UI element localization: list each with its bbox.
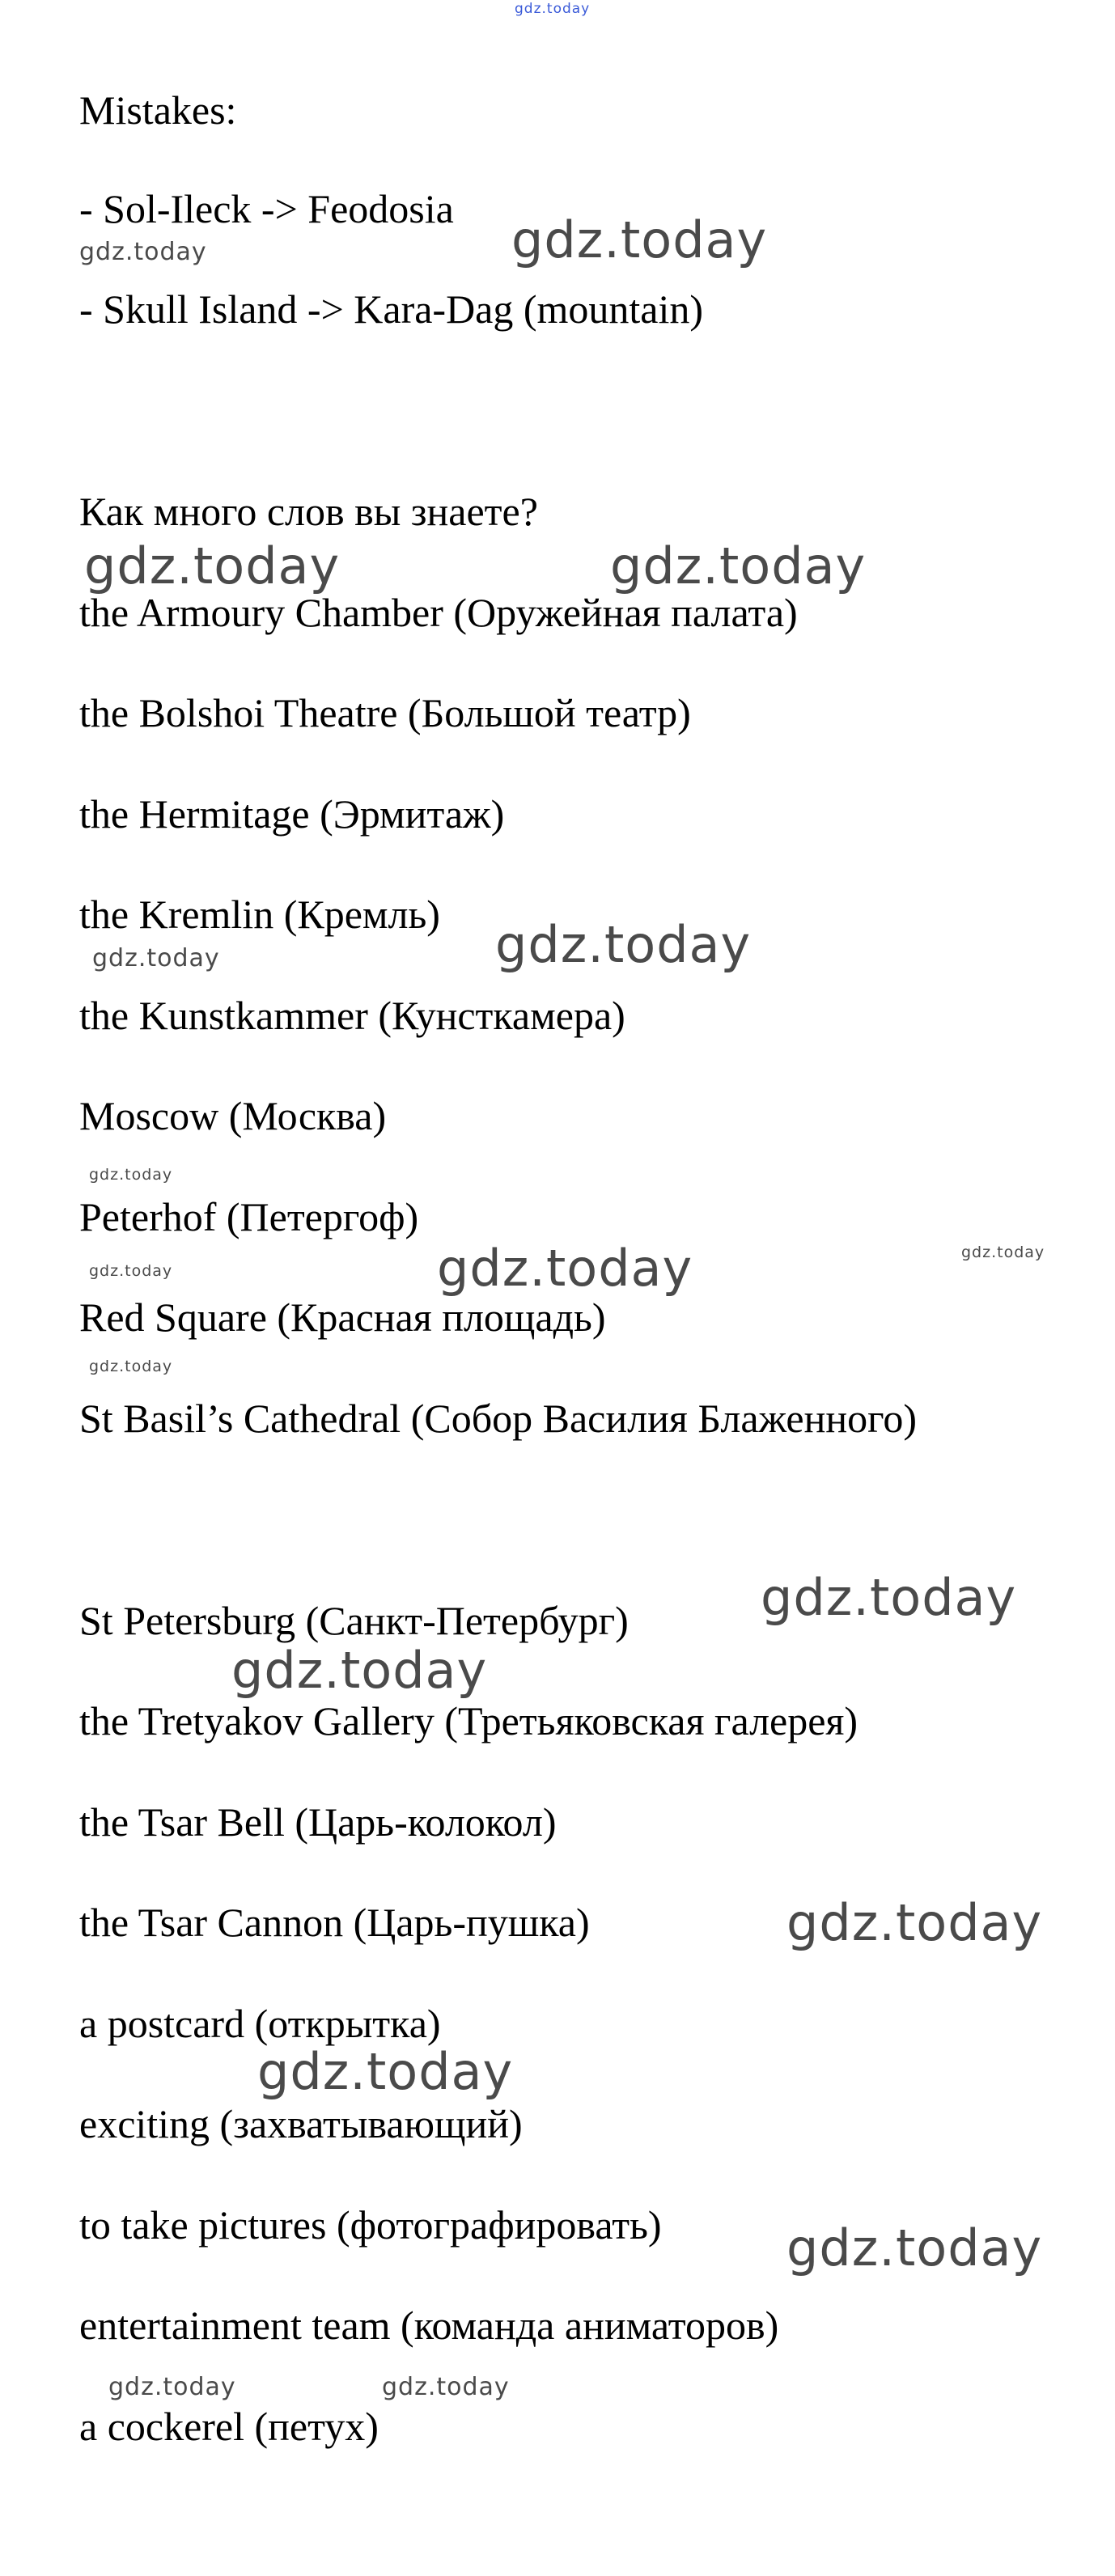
vocabulary-item: Peterhof (Петергоф) (79, 1194, 419, 1239)
vocabulary-item: the Kremlin (Кремль) (79, 892, 440, 937)
watermark: gdz.today (961, 1244, 1045, 1261)
watermark: gdz.today (610, 536, 867, 595)
mistakes-heading: Mistakes: (79, 87, 237, 133)
vocabulary-item: the Tretyakov Gallery (Третьяковская галерея) (79, 1698, 859, 1743)
watermark: gdz.today (231, 1641, 488, 1700)
vocabulary-item: the Tsar Cannon (Царь-пушка) (79, 1900, 590, 1945)
watermark: gdz.today (89, 1358, 173, 1375)
mistake-item: - Sol-Ileck -> Feodosia (79, 186, 454, 231)
vocabulary-item: the Tsar Bell (Царь-колокол) (79, 1799, 557, 1845)
watermark: gdz.today (515, 1, 591, 17)
watermark: gdz.today (437, 1239, 693, 1298)
watermark: gdz.today (382, 2373, 510, 2401)
vocabulary-item: a postcard (открытка) (79, 2001, 441, 2046)
mistake-item: - Skull Island -> Kara-Dag (mountain) (79, 286, 704, 332)
vocabulary-item: entertainment team (команда аниматоров) (79, 2303, 779, 2348)
vocabulary-item: Red Square (Красная площадь) (79, 1294, 606, 1340)
watermark: gdz.today (257, 2042, 514, 2101)
vocabulary-item: to take pictures (фотографировать) (79, 2202, 662, 2248)
watermark: gdz.today (89, 1166, 173, 1184)
vocabulary-item: the Hermitage (Эрмитаж) (79, 791, 505, 837)
vocabulary-item: St Basil’s Cathedral (Собор Василия Блаженного) (79, 1396, 918, 1441)
vocabulary-item: Moscow (Москва) (79, 1093, 387, 1138)
vocabulary-item: the Kunstkammer (Кунсткамера) (79, 993, 625, 1038)
vocabulary-item: St Petersburg (Санкт-Петербург) (79, 1598, 629, 1643)
vocabulary-item: the Armoury Chamber (Оружейная палата) (79, 590, 798, 635)
vocabulary-item: exciting (захватывающий) (79, 2101, 523, 2146)
watermark: gdz.today (511, 210, 768, 269)
vocabulary-item: a cockerel (петух) (79, 2404, 379, 2449)
watermark: gdz.today (84, 536, 341, 595)
vocabulary-item: the Bolshoi Theatre (Большой театр) (79, 690, 691, 735)
watermark: gdz.today (89, 1262, 173, 1280)
watermark: gdz.today (108, 2373, 236, 2401)
watermark: gdz.today (786, 1893, 1043, 1952)
vocabulary-heading: Как много слов вы знаете? (79, 489, 538, 534)
watermark: gdz.today (79, 238, 207, 266)
watermark: gdz.today (495, 915, 752, 974)
watermark: gdz.today (786, 2218, 1043, 2277)
watermark: gdz.today (761, 1568, 1017, 1627)
watermark: gdz.today (92, 944, 220, 972)
